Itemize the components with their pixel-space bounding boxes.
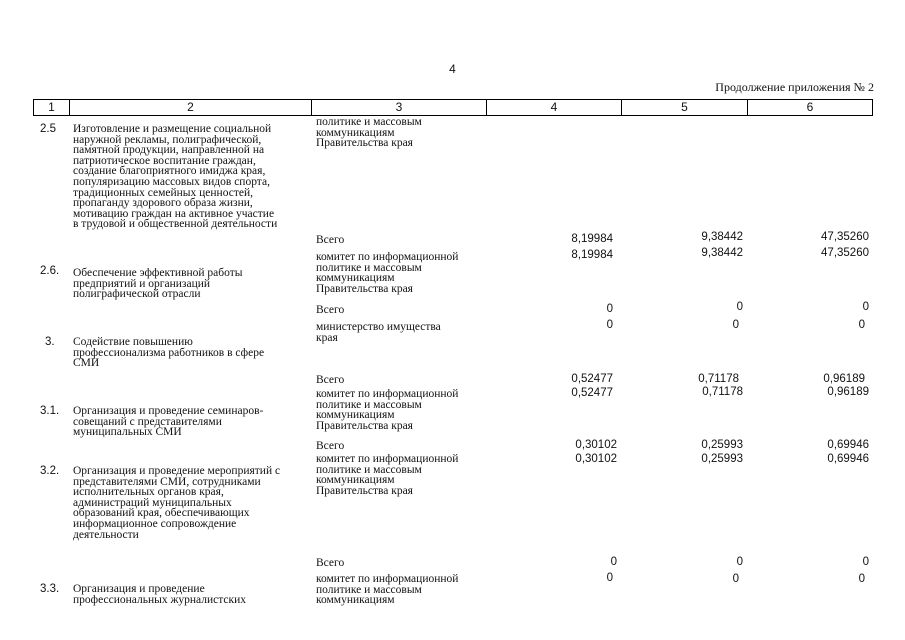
page-number: 4 (449, 62, 456, 76)
total-value-6: 0 (862, 556, 869, 568)
total-value-5: 0,71178 (698, 373, 739, 385)
total-value-5: 9,38442 (701, 231, 743, 243)
total-value-4: 0 (610, 556, 617, 568)
row-number: 3.2. (40, 465, 60, 477)
row-title: Изготовление и размещение социальной наружной рекламы, полиграфической, памятной продукции, направленной на патриотическое воспитание граждан, создание благоприятного имиджа края, популяризацию массовых видов спорта, традиционных семейных ценностей, пропаганду здорового образа жизни, мотивацию граждан на активное участие в трудовой и общественной деятельности (73, 123, 278, 231)
row-number: 3.1. (40, 405, 60, 417)
total-value-6: 0 (862, 301, 869, 313)
total-value-5: 0,25993 (701, 439, 743, 451)
row-title: Организация и проведение мероприятий с представителями СМИ, сотрудниками исполнительных органов края, администраций муниципальных образований края, обеспечивающих информационное сопровождение деятельности (73, 465, 281, 541)
row-executor: министерство имущества края (316, 321, 441, 344)
row-executor: комитет по информационной политике и массовым коммуникациям Правительства края (316, 453, 459, 497)
column-header-4: 4 (487, 100, 622, 115)
row-title: Организация и проведение профессиональных журналистских (73, 583, 247, 606)
row-number: 3. (45, 336, 55, 348)
row-executor: комитет по информационной политике и массовым коммуникациям Правительства края (316, 251, 459, 295)
row-value-6: 0,69946 (827, 453, 869, 465)
total-label: Всего (316, 234, 345, 246)
total-value-6: 47,35260 (821, 231, 869, 243)
row-value-5: 0 (732, 319, 739, 331)
row-value-4: 8,19984 (571, 249, 613, 261)
column-header-6: 6 (806, 100, 814, 114)
total-label: Всего (316, 374, 345, 386)
table-header (33, 99, 873, 116)
column-header-3: 3 (312, 100, 487, 115)
row-value-6: 47,35260 (821, 247, 869, 259)
total-label: Всего (316, 440, 345, 452)
total-label: Всего (316, 304, 345, 316)
total-value-4: 8,19984 (571, 233, 613, 245)
row-executor: комитет по информационной политике и массовым коммуникациям (316, 573, 459, 607)
row-value-4: 0 (606, 572, 613, 584)
row-title: Содействие повышению профессионализма работников в сфере СМИ (73, 336, 265, 370)
row-value-4: 0 (606, 319, 613, 331)
row-value-5: 0 (732, 573, 739, 585)
row-title: Организация и проведение семинаров- совещаний с представителями муниципальных СМИ (73, 405, 264, 439)
row-value-6: 0 (858, 319, 865, 331)
row-number: 2.6. (40, 265, 60, 277)
row-title: Обеспечение эффективной работы предприятий и организаций полиграфической отрасли (73, 267, 243, 301)
row-value-5: 0,71178 (702, 386, 743, 398)
row-number: 3.3. (40, 583, 60, 595)
row-value-5: 9,38442 (701, 247, 743, 259)
total-value-4: 0,52477 (571, 373, 613, 385)
total-value-5: 0 (736, 556, 743, 568)
row-value-6: 0,96189 (827, 386, 869, 398)
row-value-4: 0,52477 (571, 387, 613, 399)
row-executor: политике и массовым коммуникациям Правительства края (316, 116, 422, 150)
column-header-2: 2 (70, 100, 312, 115)
row-number: 2.5 (40, 123, 56, 135)
total-label: Всего (316, 557, 345, 569)
continuation-label: Продолжение приложения № 2 (715, 80, 874, 94)
total-value-6: 0,96189 (823, 373, 865, 385)
column-header-5: 5 (622, 100, 748, 115)
total-value-5: 0 (736, 301, 743, 313)
total-value-4: 0,30102 (575, 439, 617, 451)
row-value-6: 0 (858, 573, 865, 585)
row-value-4: 0,30102 (575, 453, 617, 465)
row-value-5: 0,25993 (701, 453, 743, 465)
total-value-6: 0,69946 (827, 439, 869, 451)
column-header-1: 1 (34, 100, 70, 115)
total-value-4: 0 (606, 303, 613, 315)
row-executor: комитет по информационной политике и массовым коммуникациям Правительства края (316, 388, 459, 432)
